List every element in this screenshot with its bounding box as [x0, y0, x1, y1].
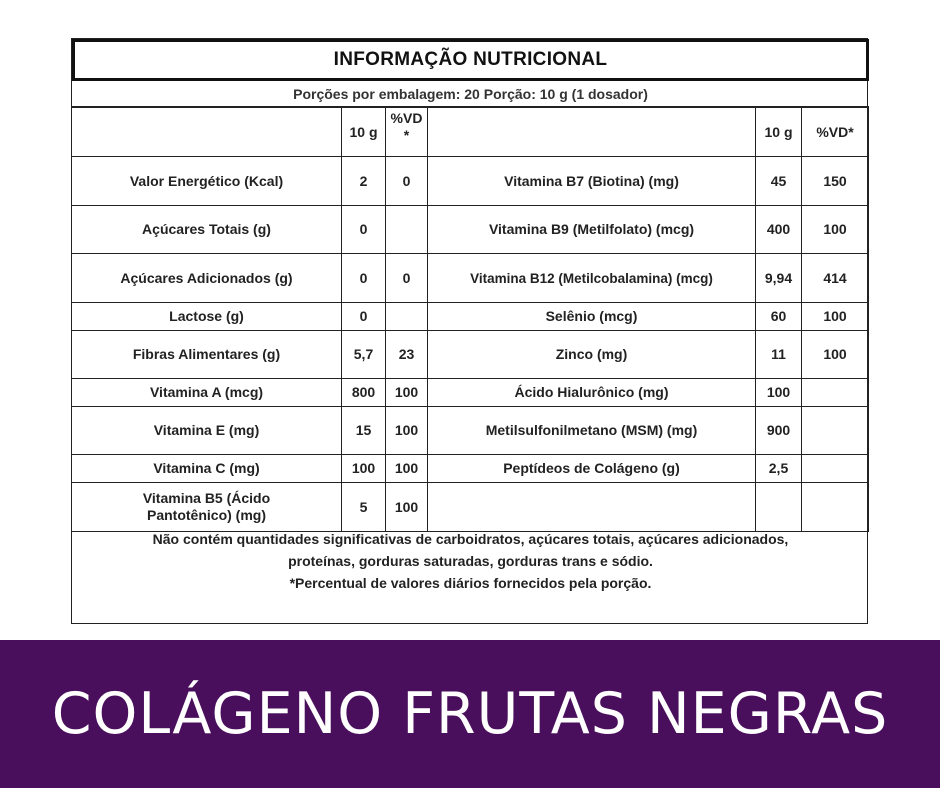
footnote-line-2: proteínas, gorduras saturadas, gorduras trans e sódio.	[288, 553, 653, 569]
nutrient-qty: 900	[756, 407, 802, 455]
nutrient-vd: 100	[802, 331, 869, 379]
footnote-line-3: *Percentual de valores diários fornecidos pela porção.	[289, 575, 652, 591]
nutrient-name: Fibras Alimentares (g)	[72, 331, 342, 379]
table-row	[72, 157, 869, 206]
nutrient-name: Vitamina B12 (Metilcobalamina) (mcg)	[428, 254, 756, 303]
portion-info: Porções por embalagem: 20 Porção: 10 g (1 dosador)	[72, 81, 869, 107]
nutrient-vd: 100	[386, 379, 428, 407]
nutrient-qty: 0	[342, 254, 386, 303]
nutrition-panel	[71, 38, 868, 624]
nutrient-vd	[802, 455, 869, 483]
header-blank-right	[428, 108, 756, 157]
nutrient-vd	[802, 407, 869, 455]
nutrient-vd: 100	[802, 303, 869, 331]
nutrient-qty: 5	[342, 483, 386, 532]
table-title: INFORMAÇÃO NUTRICIONAL	[72, 39, 869, 81]
nutrient-name: Zinco (mg)	[428, 331, 756, 379]
nutrient-qty: 11	[756, 331, 802, 379]
nutrient-vd: 100	[386, 455, 428, 483]
nutrient-qty: 9,94	[756, 254, 802, 303]
table-row	[72, 379, 869, 407]
nutrient-qty: 60	[756, 303, 802, 331]
nutrient-qty: 400	[756, 206, 802, 254]
table-row	[72, 407, 869, 455]
nutrient-vd: 100	[386, 407, 428, 455]
nutrient-name: Vitamina E (mg)	[72, 407, 342, 455]
nutrient-vd: 0	[386, 157, 428, 206]
header-left-vd: %VD *	[386, 108, 428, 157]
header-right-qty: 10 g	[756, 108, 802, 157]
nutrient-vd: 100	[386, 483, 428, 532]
nutrient-vd	[386, 303, 428, 331]
nutrient-qty: 2	[342, 157, 386, 206]
product-banner	[0, 640, 940, 788]
nutrient-name: Peptídeos de Colágeno (g)	[428, 455, 756, 483]
nutrient-name: Metilsulfonilmetano (MSM) (mg)	[428, 407, 756, 455]
nutrient-qty: 45	[756, 157, 802, 206]
table-row	[72, 206, 869, 254]
header-blank-left	[72, 108, 342, 157]
table-header-row	[72, 108, 869, 157]
nutrient-vd: 23	[386, 331, 428, 379]
nutrient-qty: 100	[342, 455, 386, 483]
nutrient-name: Selênio (mcg)	[428, 303, 756, 331]
nutrient-qty: 0	[342, 303, 386, 331]
nutrient-vd: 100	[802, 206, 869, 254]
footnote-line-1: Não contém quantidades significativas de carboidratos, açúcares totais, açúcares adicionados,	[152, 531, 789, 547]
table-row	[72, 254, 869, 303]
nutrient-qty: 100	[756, 379, 802, 407]
nutrient-qty: 15	[342, 407, 386, 455]
nutrient-name: Vitamina B5 (Ácido Pantotênico) (mg)	[72, 483, 342, 532]
nutrient-vd: 150	[802, 157, 869, 206]
table-row	[72, 455, 869, 483]
table-row	[72, 303, 869, 331]
nutrient-vd	[386, 206, 428, 254]
product-name: COLÁGENO FRUTAS NEGRAS	[51, 681, 889, 747]
nutrient-name: Lactose (g)	[72, 303, 342, 331]
header-left-qty: 10 g	[342, 108, 386, 157]
nutrient-name: Vitamina B7 (Biotina) (mg)	[428, 157, 756, 206]
nutrient-name: Vitamina B9 (Metilfolato) (mcg)	[428, 206, 756, 254]
table-row	[72, 331, 869, 379]
nutrient-qty: 5,7	[342, 331, 386, 379]
nutrient-name: Ácido Hialurônico (mg)	[428, 379, 756, 407]
nutrient-name: Açúcares Adicionados (g)	[72, 254, 342, 303]
header-right-vd: %VD*	[802, 108, 869, 157]
nutrient-vd	[802, 379, 869, 407]
nutrient-vd: 0	[386, 254, 428, 303]
nutrient-vd: 414	[802, 254, 869, 303]
nutrient-name: Açúcares Totais (g)	[72, 206, 342, 254]
nutrient-qty: 0	[342, 206, 386, 254]
nutrient-qty: 800	[342, 379, 386, 407]
nutrient-name: Vitamina A (mcg)	[72, 379, 342, 407]
nutrition-table	[71, 107, 869, 532]
nutrient-name: Valor Energético (Kcal)	[72, 157, 342, 206]
nutrient-name: Vitamina C (mg)	[72, 455, 342, 483]
nutrient-qty: 2,5	[756, 455, 802, 483]
footnote	[72, 501, 869, 621]
